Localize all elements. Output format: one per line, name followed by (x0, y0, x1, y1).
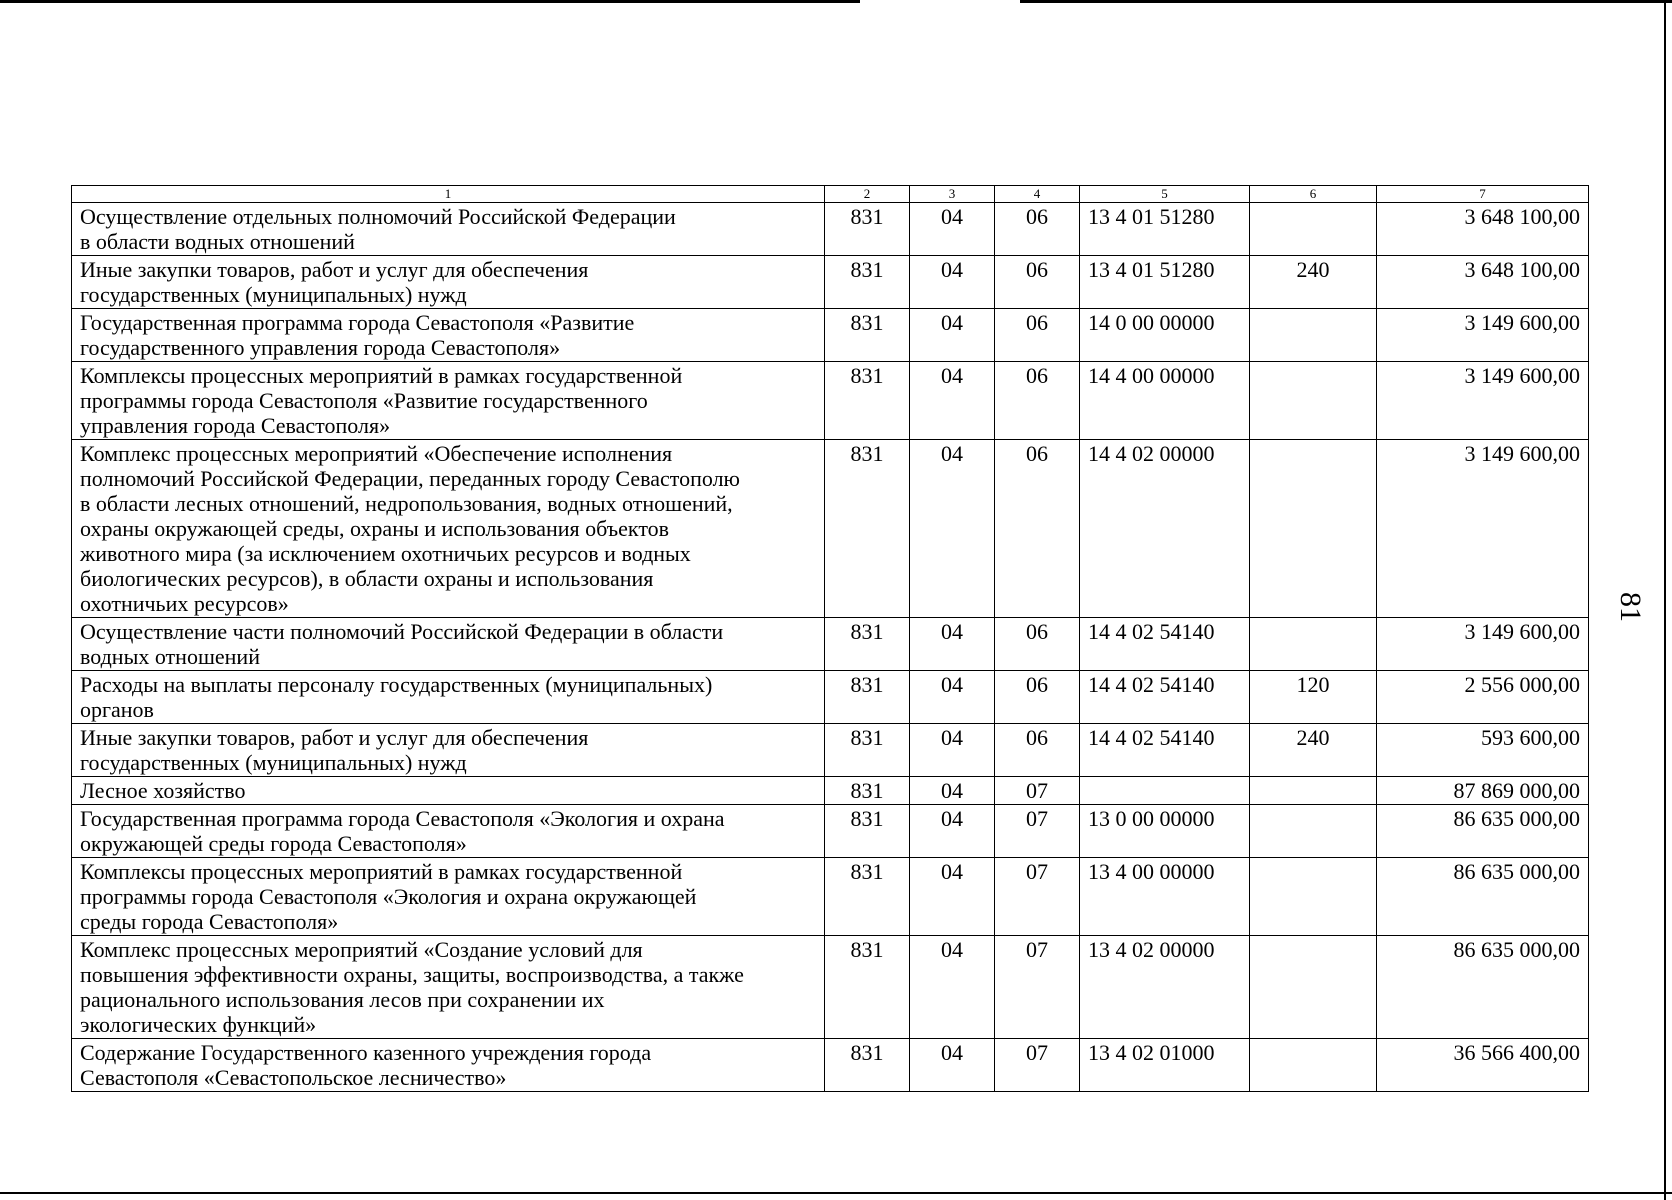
subsection-code-cell: 07 (995, 858, 1080, 936)
amount-cell: 3 149 600,00 (1377, 309, 1589, 362)
ministry-code-cell: 831 (825, 858, 910, 936)
scan-top-border (1020, 0, 1672, 3)
subsection-code-cell: 07 (995, 1039, 1080, 1092)
ministry-code-cell: 831 (825, 203, 910, 256)
expense-name-cell: Осуществление отдельных полномочий Российской Федерации в области водных отношений (72, 203, 825, 256)
expense-name-cell: Комплекс процессных мероприятий «Создание условий для повышения эффективности охраны, защиты, воспроизводства, а также рационального использования лесов при сохранении их экологических функций» (72, 936, 825, 1039)
column-number: 2 (825, 186, 910, 203)
target-item-code-cell: 14 4 02 54140 (1080, 618, 1250, 671)
expense-name-cell: Иные закупки товаров, работ и услуг для обеспечения государственных (муниципальных) нужд (72, 256, 825, 309)
expense-name-cell: Комплекс процессных мероприятий «Обеспечение исполнения полномочий Российской Федерации, переданных городу Севастополю в области лесных отношений, недропользования, водных отношений, охраны окружающей среды, охраны и использования объектов животного мира (за исключением охотничьих ресурсов и водных биологических ресурсов), в области охраны и использования охотничьих ресурсов» (72, 440, 825, 618)
section-code-cell: 04 (910, 362, 995, 440)
expense-name-cell: Лесное хозяйство (72, 777, 825, 805)
target-item-code-cell: 13 0 00 00000 (1080, 805, 1250, 858)
target-item-code-cell: 14 4 02 00000 (1080, 440, 1250, 618)
ministry-code-cell: 831 (825, 777, 910, 805)
expense-name-cell: Государственная программа города Севастополя «Экология и охрана окружающей среды города Севастополя» (72, 805, 825, 858)
table-row (72, 671, 1589, 724)
subsection-code-cell: 07 (995, 777, 1080, 805)
column-number-row (72, 186, 1589, 203)
expense-name-cell: Расходы на выплаты персоналу государственных (муниципальных) органов (72, 671, 825, 724)
expense-type-code-cell: 240 (1250, 724, 1377, 777)
amount-cell: 3 149 600,00 (1377, 362, 1589, 440)
subsection-code-cell: 06 (995, 256, 1080, 309)
section-code-cell: 04 (910, 805, 995, 858)
section-code-cell: 04 (910, 256, 995, 309)
amount-cell: 3 149 600,00 (1377, 440, 1589, 618)
section-code-cell: 04 (910, 309, 995, 362)
column-number: 3 (910, 186, 995, 203)
section-code-cell: 04 (910, 203, 995, 256)
table-row (72, 858, 1589, 936)
ministry-code-cell: 831 (825, 671, 910, 724)
table-body (72, 186, 1589, 1092)
expense-name-cell: Государственная программа города Севастополя «Развитие государственного управления города Севастополя» (72, 309, 825, 362)
expense-type-code-cell (1250, 858, 1377, 936)
scan-top-border (0, 0, 860, 3)
ministry-code-cell: 831 (825, 1039, 910, 1092)
expense-type-code-cell (1250, 309, 1377, 362)
scan-bottom-border (0, 1192, 1672, 1194)
expense-name-cell: Комплексы процессных мероприятий в рамках государственной программы города Севастополя «Экология и охрана окружающей среды города Севастополя» (72, 858, 825, 936)
expense-name-cell: Содержание Государственного казенного учреждения города Севастополя «Севастопольское лесничество» (72, 1039, 825, 1092)
amount-cell: 3 149 600,00 (1377, 618, 1589, 671)
expense-type-code-cell: 120 (1250, 671, 1377, 724)
section-code-cell: 04 (910, 671, 995, 724)
expense-name-cell: Иные закупки товаров, работ и услуг для обеспечения государственных (муниципальных) нужд (72, 724, 825, 777)
section-code-cell: 04 (910, 936, 995, 1039)
target-item-code-cell: 13 4 02 00000 (1080, 936, 1250, 1039)
column-number: 5 (1080, 186, 1250, 203)
ministry-code-cell: 831 (825, 362, 910, 440)
budget-table (71, 185, 1589, 1092)
table-row (72, 256, 1589, 309)
column-number: 6 (1250, 186, 1377, 203)
ministry-code-cell: 831 (825, 805, 910, 858)
table-row (72, 724, 1589, 777)
ministry-code-cell: 831 (825, 440, 910, 618)
amount-cell: 86 635 000,00 (1377, 805, 1589, 858)
subsection-code-cell: 06 (995, 440, 1080, 618)
target-item-code-cell (1080, 777, 1250, 805)
target-item-code-cell: 13 4 01 51280 (1080, 256, 1250, 309)
expense-type-code-cell (1250, 1039, 1377, 1092)
expense-type-code-cell (1250, 777, 1377, 805)
amount-cell: 2 556 000,00 (1377, 671, 1589, 724)
amount-cell: 86 635 000,00 (1377, 858, 1589, 936)
expense-type-code-cell (1250, 805, 1377, 858)
table-row (72, 309, 1589, 362)
column-number: 7 (1377, 186, 1589, 203)
scan-right-border (1664, 0, 1666, 1200)
section-code-cell: 04 (910, 618, 995, 671)
amount-cell: 3 648 100,00 (1377, 256, 1589, 309)
amount-cell: 36 566 400,00 (1377, 1039, 1589, 1092)
subsection-code-cell: 06 (995, 203, 1080, 256)
subsection-code-cell: 06 (995, 362, 1080, 440)
expense-type-code-cell (1250, 203, 1377, 256)
ministry-code-cell: 831 (825, 618, 910, 671)
amount-cell: 86 635 000,00 (1377, 936, 1589, 1039)
subsection-code-cell: 06 (995, 309, 1080, 362)
target-item-code-cell: 14 0 00 00000 (1080, 309, 1250, 362)
target-item-code-cell: 13 4 00 00000 (1080, 858, 1250, 936)
expense-type-code-cell (1250, 362, 1377, 440)
ministry-code-cell: 831 (825, 936, 910, 1039)
column-number: 4 (995, 186, 1080, 203)
section-code-cell: 04 (910, 1039, 995, 1092)
table-row (72, 777, 1589, 805)
amount-cell: 87 869 000,00 (1377, 777, 1589, 805)
target-item-code-cell: 14 4 00 00000 (1080, 362, 1250, 440)
subsection-code-cell: 06 (995, 671, 1080, 724)
expense-type-code-cell (1250, 618, 1377, 671)
table-row (72, 440, 1589, 618)
expense-name-cell: Осуществление части полномочий Российской Федерации в области водных отношений (72, 618, 825, 671)
subsection-code-cell: 07 (995, 805, 1080, 858)
ministry-code-cell: 831 (825, 309, 910, 362)
expense-type-code-cell: 240 (1250, 256, 1377, 309)
table-row (72, 936, 1589, 1039)
ministry-code-cell: 831 (825, 724, 910, 777)
subsection-code-cell: 06 (995, 724, 1080, 777)
target-item-code-cell: 13 4 01 51280 (1080, 203, 1250, 256)
amount-cell: 593 600,00 (1377, 724, 1589, 777)
target-item-code-cell: 14 4 02 54140 (1080, 724, 1250, 777)
section-code-cell: 04 (910, 777, 995, 805)
table-row (72, 203, 1589, 256)
section-code-cell: 04 (910, 440, 995, 618)
column-number: 1 (72, 186, 825, 203)
ministry-code-cell: 831 (825, 256, 910, 309)
subsection-code-cell: 07 (995, 936, 1080, 1039)
section-code-cell: 04 (910, 858, 995, 936)
target-item-code-cell: 13 4 02 01000 (1080, 1039, 1250, 1092)
target-item-code-cell: 14 4 02 54140 (1080, 671, 1250, 724)
section-code-cell: 04 (910, 724, 995, 777)
expense-name-cell: Комплексы процессных мероприятий в рамках государственной программы города Севастополя «Развитие государственного управления города Севастополя» (72, 362, 825, 440)
expense-type-code-cell (1250, 440, 1377, 618)
expense-type-code-cell (1250, 936, 1377, 1039)
table-row (72, 805, 1589, 858)
table-row (72, 1039, 1589, 1092)
table-row (72, 362, 1589, 440)
amount-cell: 3 648 100,00 (1377, 203, 1589, 256)
table-row (72, 618, 1589, 671)
page-number: 81 (1614, 592, 1647, 622)
subsection-code-cell: 06 (995, 618, 1080, 671)
